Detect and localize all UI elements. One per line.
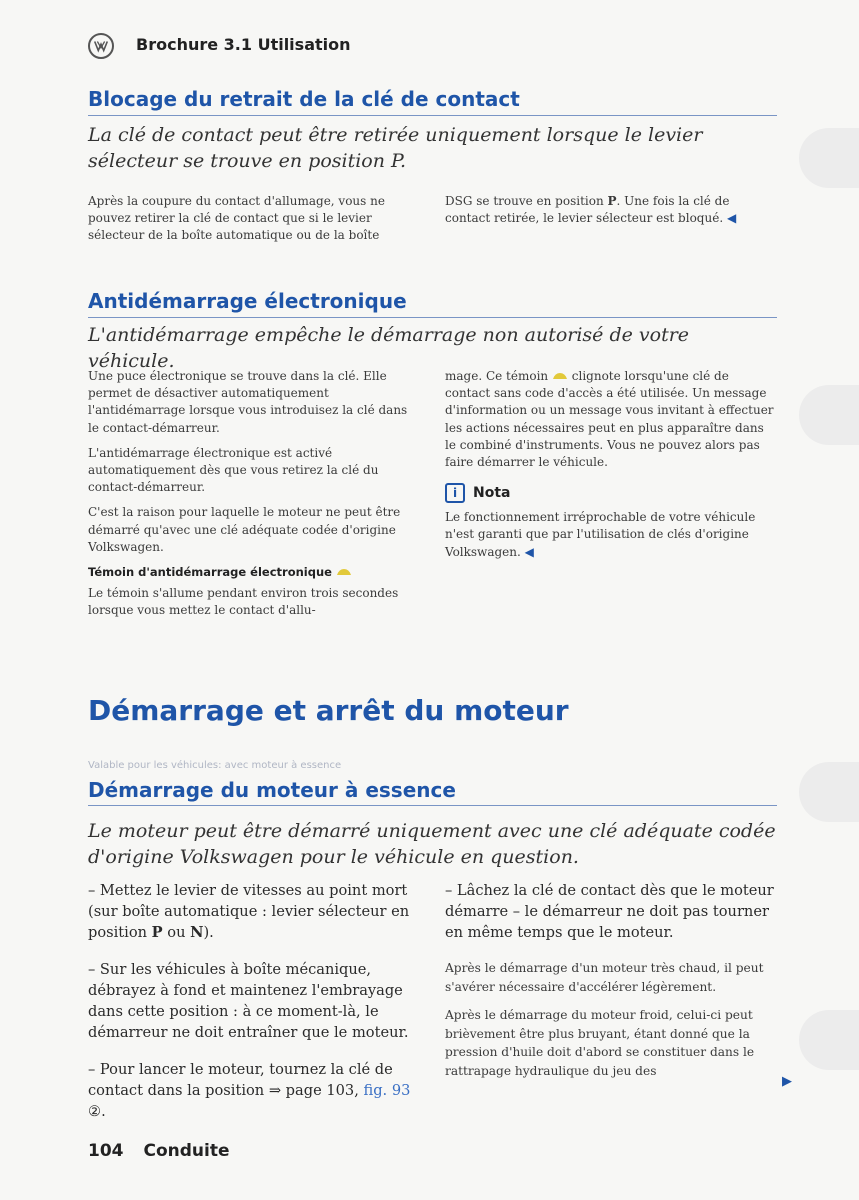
page-edge-tab: [799, 762, 859, 822]
page-footer: [88, 1141, 250, 1161]
paragraph: L'antidémarrage électronique est activé automatiquement dès que vous retirez la clé du contact-démarreur.: [88, 445, 379, 495]
step: – Pour lancer le moteur, tournez la clé de contact dans la position ⇒ page 103, fig. 93 ②.: [88, 1061, 411, 1120]
immobilizer-text-right: [445, 368, 777, 569]
section-lead-petrol-start: Le moteur peut être démarré uniquement avec une clé adéquate codée d'origine Volkswagen pour le véhicule en question.: [88, 820, 776, 868]
divider: [88, 805, 777, 806]
page-edge-tab: [799, 385, 859, 445]
divider: [88, 317, 777, 318]
paragraph: Après le démarrage d'un moteur très chaud, il peut s'avérer nécessaire d'accélérer légèrement.: [445, 961, 764, 994]
immobilizer-text-left: [88, 368, 418, 628]
section-lead-immobilizer: L'antidémarrage empêche le démarrage non autorisé de votre véhicule.: [88, 324, 690, 372]
key-lock-text-right: [445, 193, 777, 235]
immobilizer-lamp-icon: [552, 372, 568, 381]
key-lock-text-left: [88, 193, 418, 253]
start-steps-left: [88, 880, 420, 1138]
immobilizer-lamp-icon: [336, 568, 352, 577]
section-title-petrol-start: Démarrage du moteur à essence: [88, 778, 456, 802]
paragraph: Après la coupure du contact d'allumage, vous ne pouvez retirer la clé de contact que si le levier sélecteur de la boîte automatique ou de la boîte: [88, 194, 385, 243]
divider: [88, 115, 777, 116]
info-icon: i: [445, 483, 465, 503]
section-title-immobilizer: Antidémarrage électronique: [88, 289, 407, 313]
triangle-right-icon: ▶: [782, 1074, 792, 1089]
position-marker: ②: [88, 1103, 102, 1120]
paragraph: DSG se trouve en position P. Une fois la clé de contact retirée, le levier sélecteur est bloqué. ◀: [445, 194, 737, 226]
triangle-left-icon: ◀: [726, 211, 737, 226]
validity-note: Valable pour les véhicules: avec moteur à essence: [88, 760, 342, 771]
footer-section: Conduite: [143, 1141, 230, 1161]
brochure-label: Brochure 3.1 Utilisation: [136, 35, 351, 54]
figure-link[interactable]: fig. 93: [363, 1082, 411, 1099]
paragraph: mage. Ce témoin clignote lorsqu'une clé de contact sans code d'accès a été utilisée. Un message d'information ou un message vous invitant à effectuer les actions nécessaires peut en plus apparaître dans le combiné d'instruments. Vous ne pouvez alors pas faire démarrer le véhicule.: [445, 369, 774, 470]
step: – Sur les véhicules à boîte mécanique, débrayez à fond et maintenez l'embrayage dans cette position : à ce moment-là, le démarreur ne doit entraîner que le moteur.: [88, 961, 409, 1041]
nota-label: Nota: [473, 484, 511, 501]
section-title-key-lock: Blocage du retrait de la clé de contact: [88, 87, 520, 111]
step: – Lâchez la clé de contact dès que le moteur démarre – le démarreur ne doit pas tourner en même temps que le moteur.: [445, 882, 774, 941]
subheading-immobilizer-lamp: Témoin d'antidémarrage électronique: [88, 564, 418, 581]
paragraph: Le témoin s'allume pendant environ trois secondes lorsque vous mettez le contact d'allu-: [88, 586, 399, 618]
triangle-left-icon: ◀: [524, 544, 534, 559]
paragraph: Le fonctionnement irréprochable de votre véhicule n'est garanti que par l'utilisation de clés d'origine Volkswagen. ◀: [445, 510, 756, 559]
paragraph: Une puce électronique se trouve dans la clé. Elle permet de désactiver automatiquement l'antidémarrage lorsque vous introduisez la clé dans le contact-démarreur.: [88, 369, 408, 435]
page-edge-tab: [799, 1010, 859, 1070]
start-steps-right: [445, 880, 777, 1090]
page-number: 104: [88, 1141, 124, 1161]
step: – Mettez le levier de vitesses au point mort (sur boîte automatique : levier sélecteur en position P ou N).: [88, 882, 410, 941]
page-edge-tab: [799, 128, 859, 188]
paragraph: C'est la raison pour laquelle le moteur ne peut être démarré qu'avec une clé adéquate codée d'origine Volkswagen.: [88, 505, 401, 554]
paragraph: Après le démarrage du moteur froid, celui-ci peut brièvement être plus bruyant, étant donné que la pression d'huile doit d'abord se constituer dans le rattrapage hydraulique du jeu des: [445, 1008, 755, 1078]
section-lead-key-lock: La clé de contact peut être retirée uniquement lorsque le levier sélecteur se trouve en position P.: [88, 124, 703, 172]
nota-header: [445, 483, 777, 503]
volkswagen-logo-icon: [88, 33, 114, 59]
chapter-title: Démarrage et arrêt du moteur: [88, 694, 569, 727]
